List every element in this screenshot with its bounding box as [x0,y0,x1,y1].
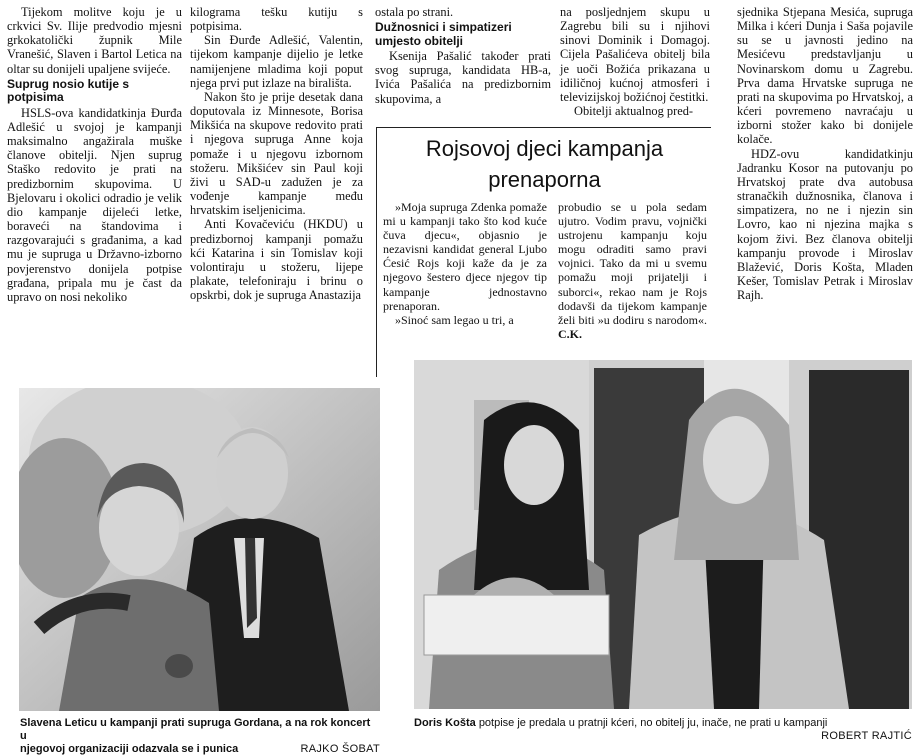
author-signature: C.K. [558,326,582,341]
paragraph: Tijekom molitve koju je u crkvici Sv. Ilije predvodio mjesni grkokatolički župnik Mile Vranešić, Slaven i Bartol Letica na oltar su donijeli upaljene svijeće. [7,5,182,76]
box-column-right [558,200,707,341]
caption-left [20,717,380,756]
caption-line: Doris Košta potpise je predala u pratnji kćeri, no obitelj ju, inače, ne prati u kampanji [414,717,828,729]
paragraph: Anti Kovačeviću (HKDU) u predizbornoj kampanji pomažu kći Katarina i sin Tomislav koji volontiraju u stožeru, lijepe plakate, telefoniraju i brinu o opskrbi, dok je supruga Anastazija [190,217,363,303]
box-column-left [383,200,547,327]
caption-line [414,730,912,743]
article-column-4 [560,5,710,118]
article-column-3 [375,5,551,106]
paragraph: HDZ-ovu kandidatkinju Jadranku Kosor na putovanju po Hrvatskoj prate dva autobusa stranačkih dužnosnika, članova i simpatizera, no ne i njezin sin Lovro, kao ni njezina majka s kojom živi. Bez članova obitelji kampanju provode i Miroslav Blažević, Doris Košta, Mladen Kešer, Tomislav Petrak i Miroslav Rajh. [737,146,913,303]
article-column-5 [737,5,913,302]
article-column-2 [190,5,363,302]
subheading: Suprug nosio kutije s potpisima [7,76,130,105]
photo-letica [19,388,380,711]
paragraph: Obitelji aktualnog pred- [574,104,694,119]
paragraph: »Moja supruga Zdenka pomaže mi u kampanji tako što kod kuće čuva djecu«, objasnio je nezavisni kandidat general Ljubo Ćesić Rojs koji kaže da je za njegovo šestero djece njegov tip kampanje jednostavno prenaporan. [383,200,547,313]
subheading: Dužnosnici i simpatizeri umjesto obitelji [375,20,512,48]
paragraph: kilograma tešku kutiju s potpisima. [190,5,363,34]
paragraph: sjednika Stjepana Mesića, supruga Milka i kćeri Dunja i Saša pojavile su se u javnosti jedino na Mesićevu predstavljanju u Novinarskom domu u Zagrebu. Prva dama Hrvatske supruga ne prati na skupovima po Hrvatskoj, a kćeri povremeno navraćaju u izborni stožer kako bi donijele kolače. [737,5,913,147]
box-title [378,133,711,195]
photo-credit: RAJKO ŠOBAT [300,743,380,755]
paragraph: na posljednjem skupu u Zagrebu bili su i njihovi sinovi Dominik i Domagoj. Cijela Pašalićeva obitelj bila je uoči Božića prikazana u idiličnoj kućnoj atmosferi i televizijskoj božićnoj čestitki. [560,5,710,104]
paragraph: HSLS-ova kandidatkinja Đurđa Adlešić u svojoj je kampanji maksimalno angažirala muške članove obitelji. Njen suprug Staško redovito je prati na predizbornim skupovima. U Bjelovaru i okolici odradio je velik dio kampanje dijeleći letke, boraveći na štandovima i razgovarajući s građanima, a kad mu je supruga u Državno-izborno povjerenstvo donijela potpise građana, pripala mu je čast da upravo on nosi nekoliko [7,105,182,304]
paragraph: ostala po strani. [375,5,454,19]
photo-kosta [414,360,912,709]
caption-line: Slavena Leticu u kampanji prati supruga Gordana, a na rok koncert u [20,717,371,742]
caption-right [414,717,912,743]
photo-letica-image [19,388,380,711]
box-title-line: Rojsovoj djeci kampanja [425,136,664,161]
caption-line: njegovoj organizaciji odazvala se i punica RAJKO ŠOBAT [20,743,380,755]
paragraph: »Sinoć sam legao u tri, a [395,312,514,327]
paragraph: Sin Đurđe Adlešić, Valentin, tijekom kampanje dijelio je letke namijenjene mladima koji poput njega prvi put izlaze na birališta. [190,33,363,90]
paragraph: Nakon što je prije desetak dana doputovala iz Minnesote, Borisa Mikšića na skupove redovito prati i njegova supruga Anne koja pomaže i u njegovu izbornom stožeru. Mikšićev sin Paul koji živi u SAD-u zadužen je za vođenje kampanje među hrvatskim iseljenicima. [190,89,363,218]
photo-kosta-image [414,360,912,709]
caption-name: Doris Košta [414,717,476,729]
photo-credit: ROBERT RAJTIĆ [821,730,912,742]
paragraph: Ksenija Pašalić također prati svog supruga, kandidata HB-a, Ivića Pašalića na predizbornim skupovima, a [375,49,551,106]
box-title-line: prenaporna [488,167,601,192]
article-column-1 [7,5,182,304]
paragraph: probudio se u pola sedam ujutro. Vodim pravu, vojnički ustrojenu kampanju koju mogu odraditi samo pravi vojnici. Tako da mi u svemu pomažu moji prijatelji i suborci«, rekao nam je Rojs dodavši da tijekom kampanje želi biti »u dodiru s narodom«. C.K. [558,200,707,341]
